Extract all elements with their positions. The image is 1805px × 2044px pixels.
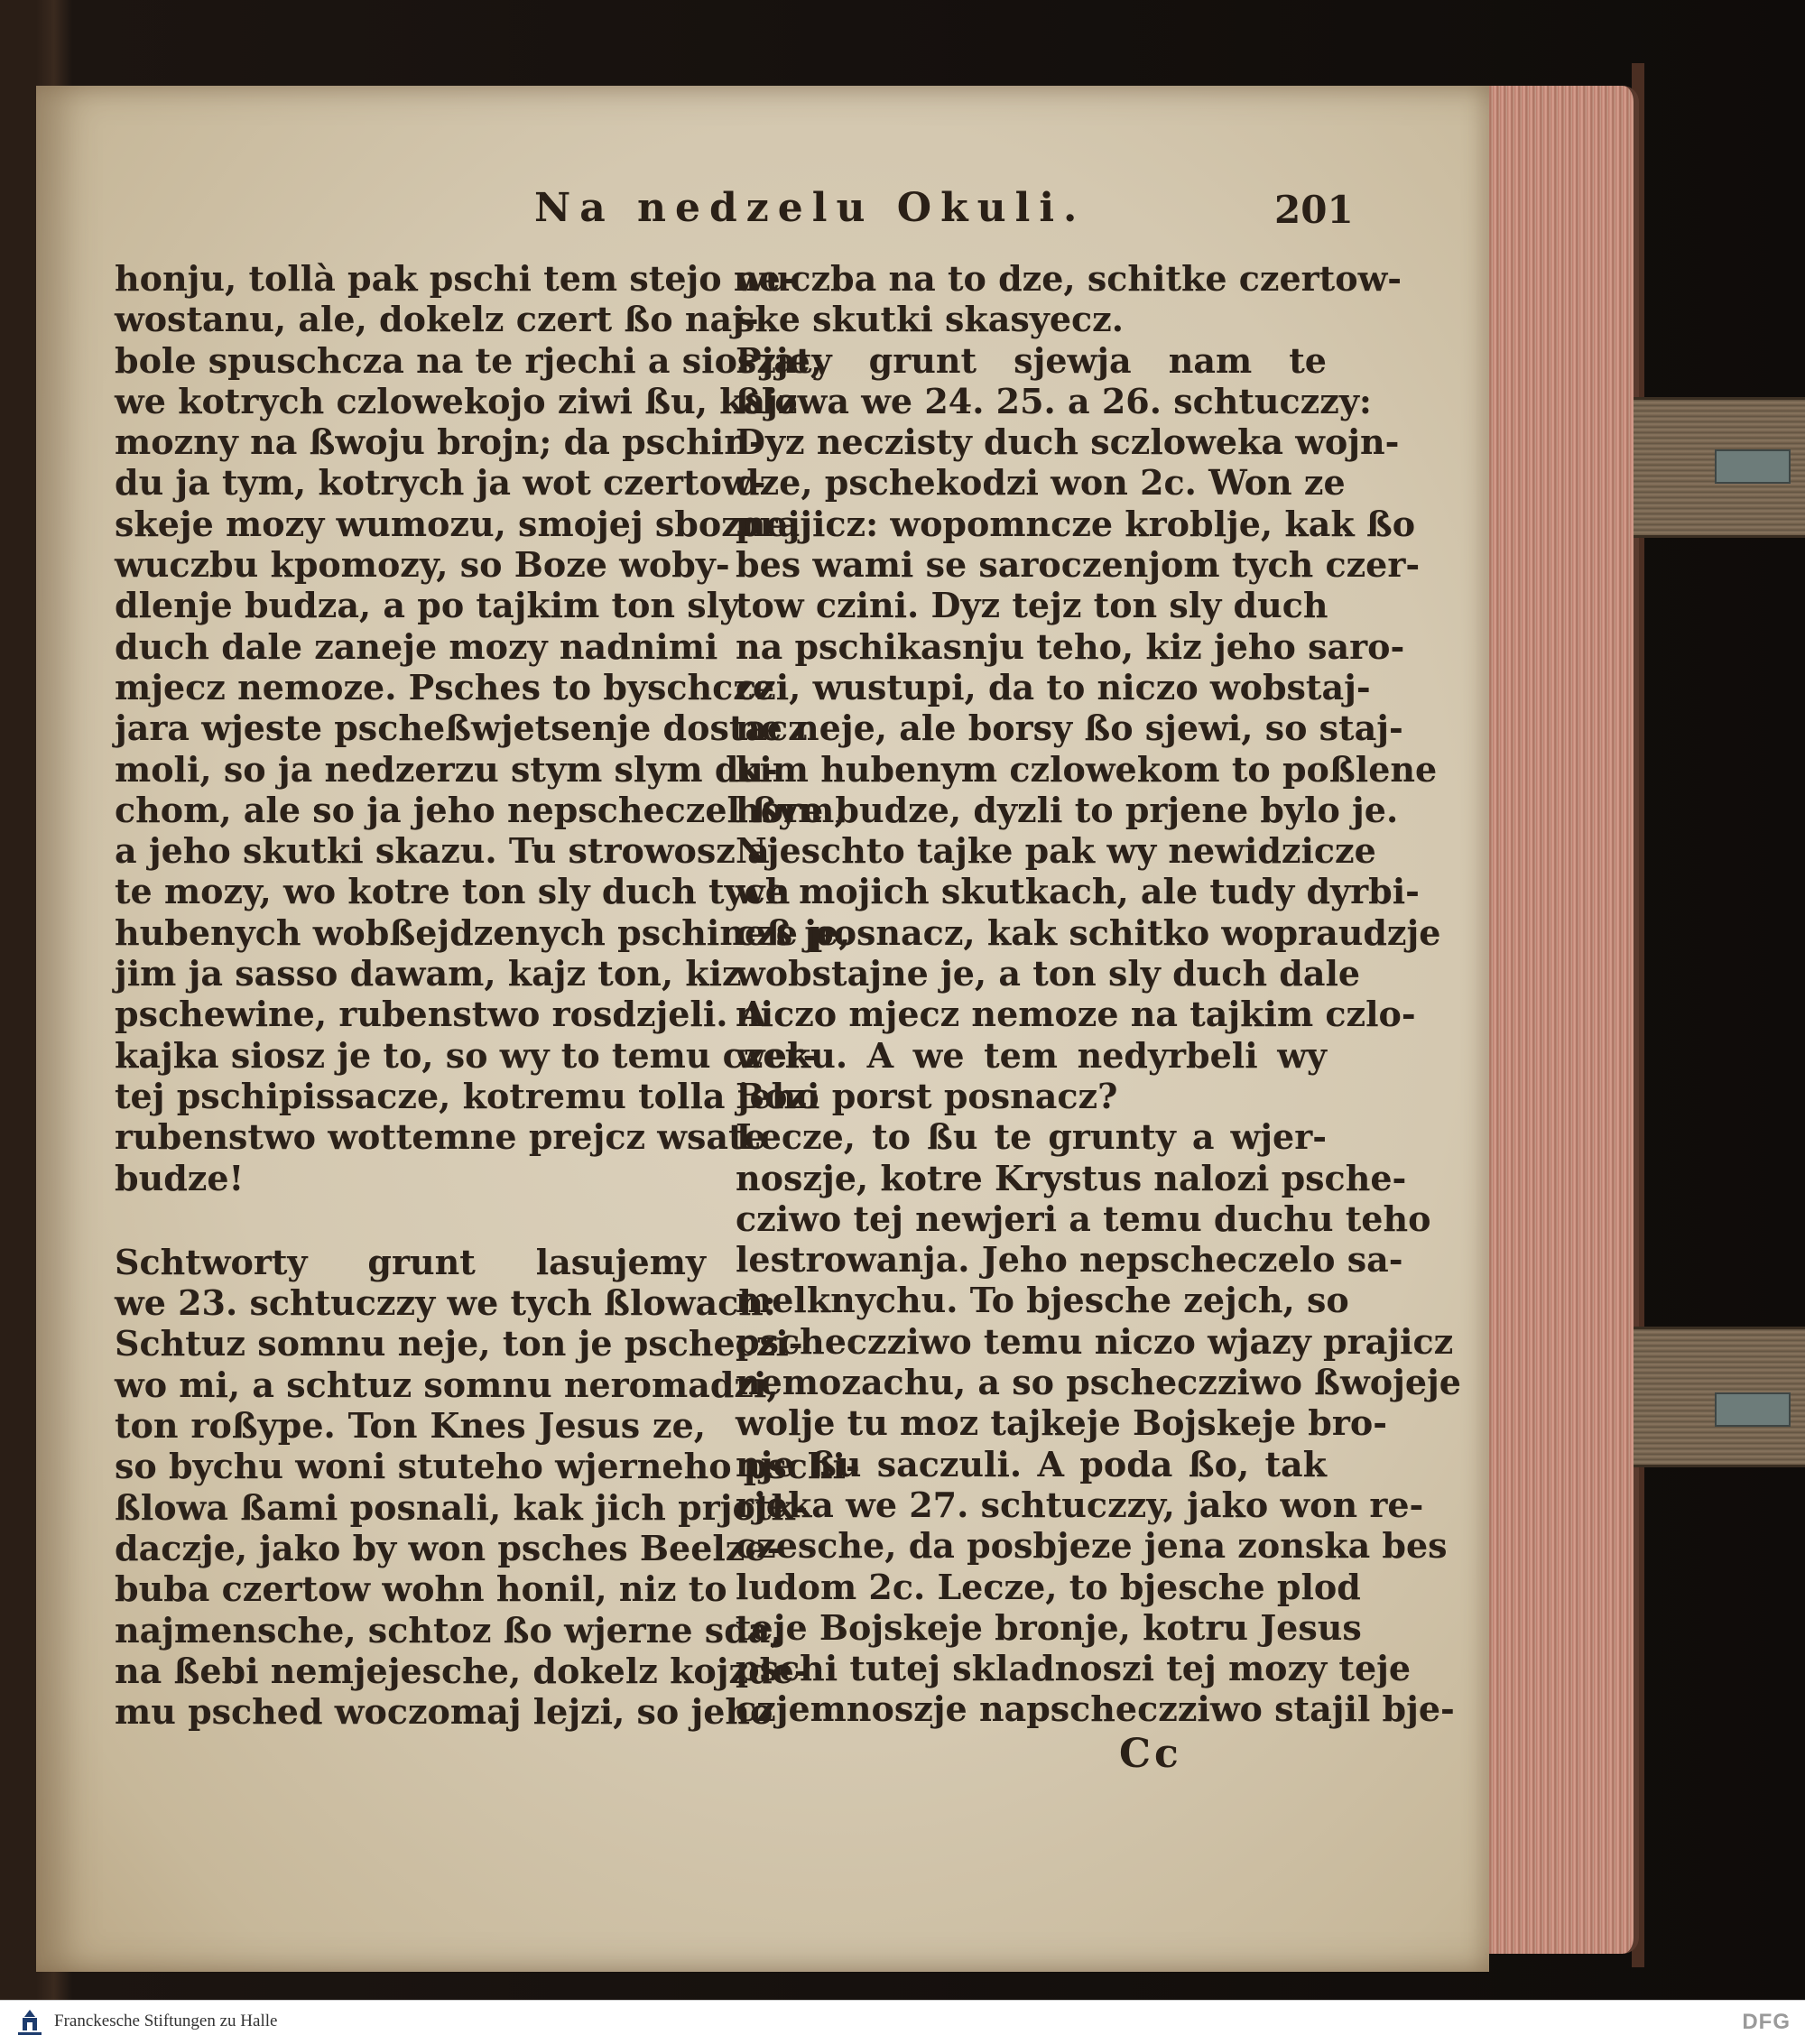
- text-line: Schtuz somnu neje, ton je pscheczi-: [115, 1323, 803, 1364]
- text-line: ske skutki skasyecz.: [736, 299, 1124, 340]
- text-line: Bozi porst posnacz?: [736, 1075, 1118, 1116]
- text-line: ne neje, ale borsy ßo sjewi, so staj-: [736, 708, 1403, 749]
- text-line: wolje tu moz tajkeje Bojskeje bro-: [736, 1402, 1387, 1444]
- text-line: Schtworty grunt lasujemy: [115, 1241, 706, 1282]
- signature-mark: Cc: [1119, 1731, 1182, 1777]
- text-line: nemozachu, a so pscheczziwo ßwojeje: [736, 1362, 1461, 1403]
- text-line: czjemnoszje napscheczziwo stajil bje-: [736, 1688, 1455, 1730]
- text-line: duch dale zaneje mozy nadnimi: [115, 625, 718, 667]
- text-line: te mozy, wo kotre ton sly duch tych: [115, 871, 791, 912]
- text-line: ßlowa ßami posnali, kak jich prjotk-: [115, 1486, 808, 1528]
- text-line: mjecz nemoze. Psches to byschcze: [115, 666, 775, 708]
- paragraph-gap: [115, 1198, 706, 1242]
- text-line: ßlowa we 24. 25. a 26. schtuczzy:: [736, 380, 1372, 421]
- dfg-logo[interactable]: DFG: [1742, 2010, 1791, 2034]
- text-line: wobstajne je, a ton sly duch dale: [736, 953, 1361, 994]
- text-line: ton roßype. Ton Knes Jesus ze,: [115, 1405, 706, 1447]
- page-number: 201: [1274, 188, 1354, 232]
- text-line: wuczba na to dze, schitke czertow-: [736, 258, 1402, 299]
- text-line: chom, ale so ja jeho nepscheczel ßym,: [115, 789, 847, 830]
- text-line: niczo mjecz nemoze na tajkim czlo-: [736, 994, 1416, 1035]
- text-line: hore budze, dyzli to prjene bylo je.: [736, 789, 1399, 830]
- text-line: wuczbu kpomozy, so Boze woby-: [115, 544, 730, 586]
- text-line: lestrowanja. Jeho nepscheczelo sa-: [736, 1239, 1403, 1281]
- text-line: honju, tollà pak pschi tem stejo ne-: [115, 258, 795, 299]
- text-line: melknychu. To bjesche zejch, so: [736, 1280, 1349, 1321]
- text-line: pschewine, rubenstwo rosdzjeli. A: [115, 994, 767, 1035]
- text-line: budze!: [115, 1157, 245, 1198]
- text-line: kim hubenym czlowekom to poßlene: [736, 748, 1438, 790]
- text-line: teje Bojskeje bronje, kotru Jesus: [736, 1606, 1362, 1648]
- text-line: czesche, da posbjeze jena zonska bes: [736, 1525, 1448, 1567]
- text-line: nje ßu saczuli. A poda ßo, tak: [736, 1443, 1327, 1484]
- text-line: najmensche, schtoz ßo wjerne sda,: [115, 1609, 782, 1651]
- text-line: ludom 2c. Lecze, to bjesche plod: [736, 1566, 1361, 1607]
- text-line: cze posnacz, kak schitko wopraudzje: [736, 911, 1441, 953]
- text-line: kajka siosz je to, so wy to temu czer-: [115, 1034, 818, 1076]
- text-line: tej pschipissacze, kotremu tolla jeho: [115, 1075, 819, 1116]
- institution-name[interactable]: Franckesche Stiftungen zu Halle: [54, 2012, 278, 2030]
- text-line: tow czini. Dyz tejz ton sly duch: [736, 585, 1328, 626]
- text-line: hubenych wobßejdzenych pschineß je,: [115, 911, 851, 953]
- text-line: Njeschto tajke pak wy newidzicze: [736, 830, 1376, 872]
- viewer-footer: [0, 2000, 1805, 2044]
- text-line: rubenstwo wottemne prejcz wsate: [115, 1116, 766, 1158]
- text-line: prajicz: wopomncze kroblje, kak ßo: [736, 503, 1416, 544]
- text-line: jim ja sasso dawam, kajz ton, kiz: [115, 953, 742, 994]
- text-line: bes wami se saroczenjom tych czer-: [736, 544, 1421, 586]
- institution-logo-icon: [13, 2006, 47, 2040]
- text-line: dlenje budza, a po tajkim ton sly: [115, 585, 740, 626]
- right-text-column: [736, 258, 1461, 1730]
- text-line: dze, pschekodzi won 2c. Won ze: [736, 462, 1346, 504]
- text-line: pschi tutej skladnoszi tej mozy teje: [736, 1648, 1412, 1689]
- text-line: mu psched woczomaj lejzi, so jeho: [115, 1691, 773, 1733]
- left-text-column: [115, 258, 860, 1733]
- text-line: mozny na ßwoju brojn; da pschin-: [115, 421, 764, 463]
- text-line: wostanu, ale, dokelz czert ßo naj-: [115, 299, 759, 340]
- text-line: Dyz neczisty duch sczloweka wojn-: [736, 421, 1400, 463]
- text-line: na ßebi nemjejesche, dokelz kojzde-: [115, 1650, 809, 1691]
- text-line: rjeka we 27. schtuczzy, jako won re-: [736, 1484, 1424, 1525]
- text-line: we 23. schtuczzy we tych ßlowach:: [115, 1282, 776, 1324]
- clasp-plate: [1715, 449, 1791, 484]
- text-line: moli, so ja nedzerzu stym slym du-: [115, 748, 778, 790]
- text-line: weku. A we tem nedyrbeli wy: [736, 1034, 1327, 1076]
- text-line: cziwo tej newjeri a temu duchu teho: [736, 1198, 1431, 1239]
- text-line: jara wjeste pscheßwjetsenje dostacz: [115, 708, 808, 749]
- lower-clasp: [1634, 1327, 1805, 1467]
- text-line: czi, wustupi, da to niczo wobstaj-: [736, 666, 1371, 708]
- text-line: bole spuschcza na te rjechi a sioszje,: [115, 339, 823, 381]
- running-title: Na nedzelu Okuli.: [534, 185, 1087, 231]
- text-line: Lecze, to ßu te grunty a wjer-: [736, 1116, 1327, 1158]
- upper-clasp: [1634, 397, 1805, 538]
- clasp-plate: [1715, 1392, 1791, 1427]
- text-line: we mojich skutkach, ale tudy dyrbi-: [736, 871, 1420, 912]
- text-line: daczje, jako by won psches Beelze-: [115, 1527, 782, 1568]
- text-line: Pjaty grunt sjewja nam te: [736, 339, 1327, 381]
- page-edges: [1471, 86, 1639, 1954]
- text-line: wo mi, a schtuz somnu neromadzi,: [115, 1364, 779, 1405]
- text-line: so bychu woni stuteho wjerneho pschi-: [115, 1446, 860, 1487]
- text-line: du ja tym, kotrych ja wot czertow-: [115, 462, 766, 504]
- text-line: pscheczziwo temu niczo wjazy prajicz: [736, 1320, 1454, 1362]
- text-line: a jeho skutki skazu. Tu strowosz a: [115, 830, 770, 872]
- text-line: buba czertow wohn honil, niz to: [115, 1568, 727, 1610]
- text-line: na pschikasnju teho, kiz jeho saro-: [736, 625, 1405, 667]
- text-line: noszje, kotre Krystus nalozi psche-: [736, 1157, 1407, 1198]
- text-line: we kotrych czlowekojo ziwi ßu, kajz: [115, 380, 798, 421]
- text-line: skeje mozy wumozu, smojej sboznej: [115, 503, 801, 544]
